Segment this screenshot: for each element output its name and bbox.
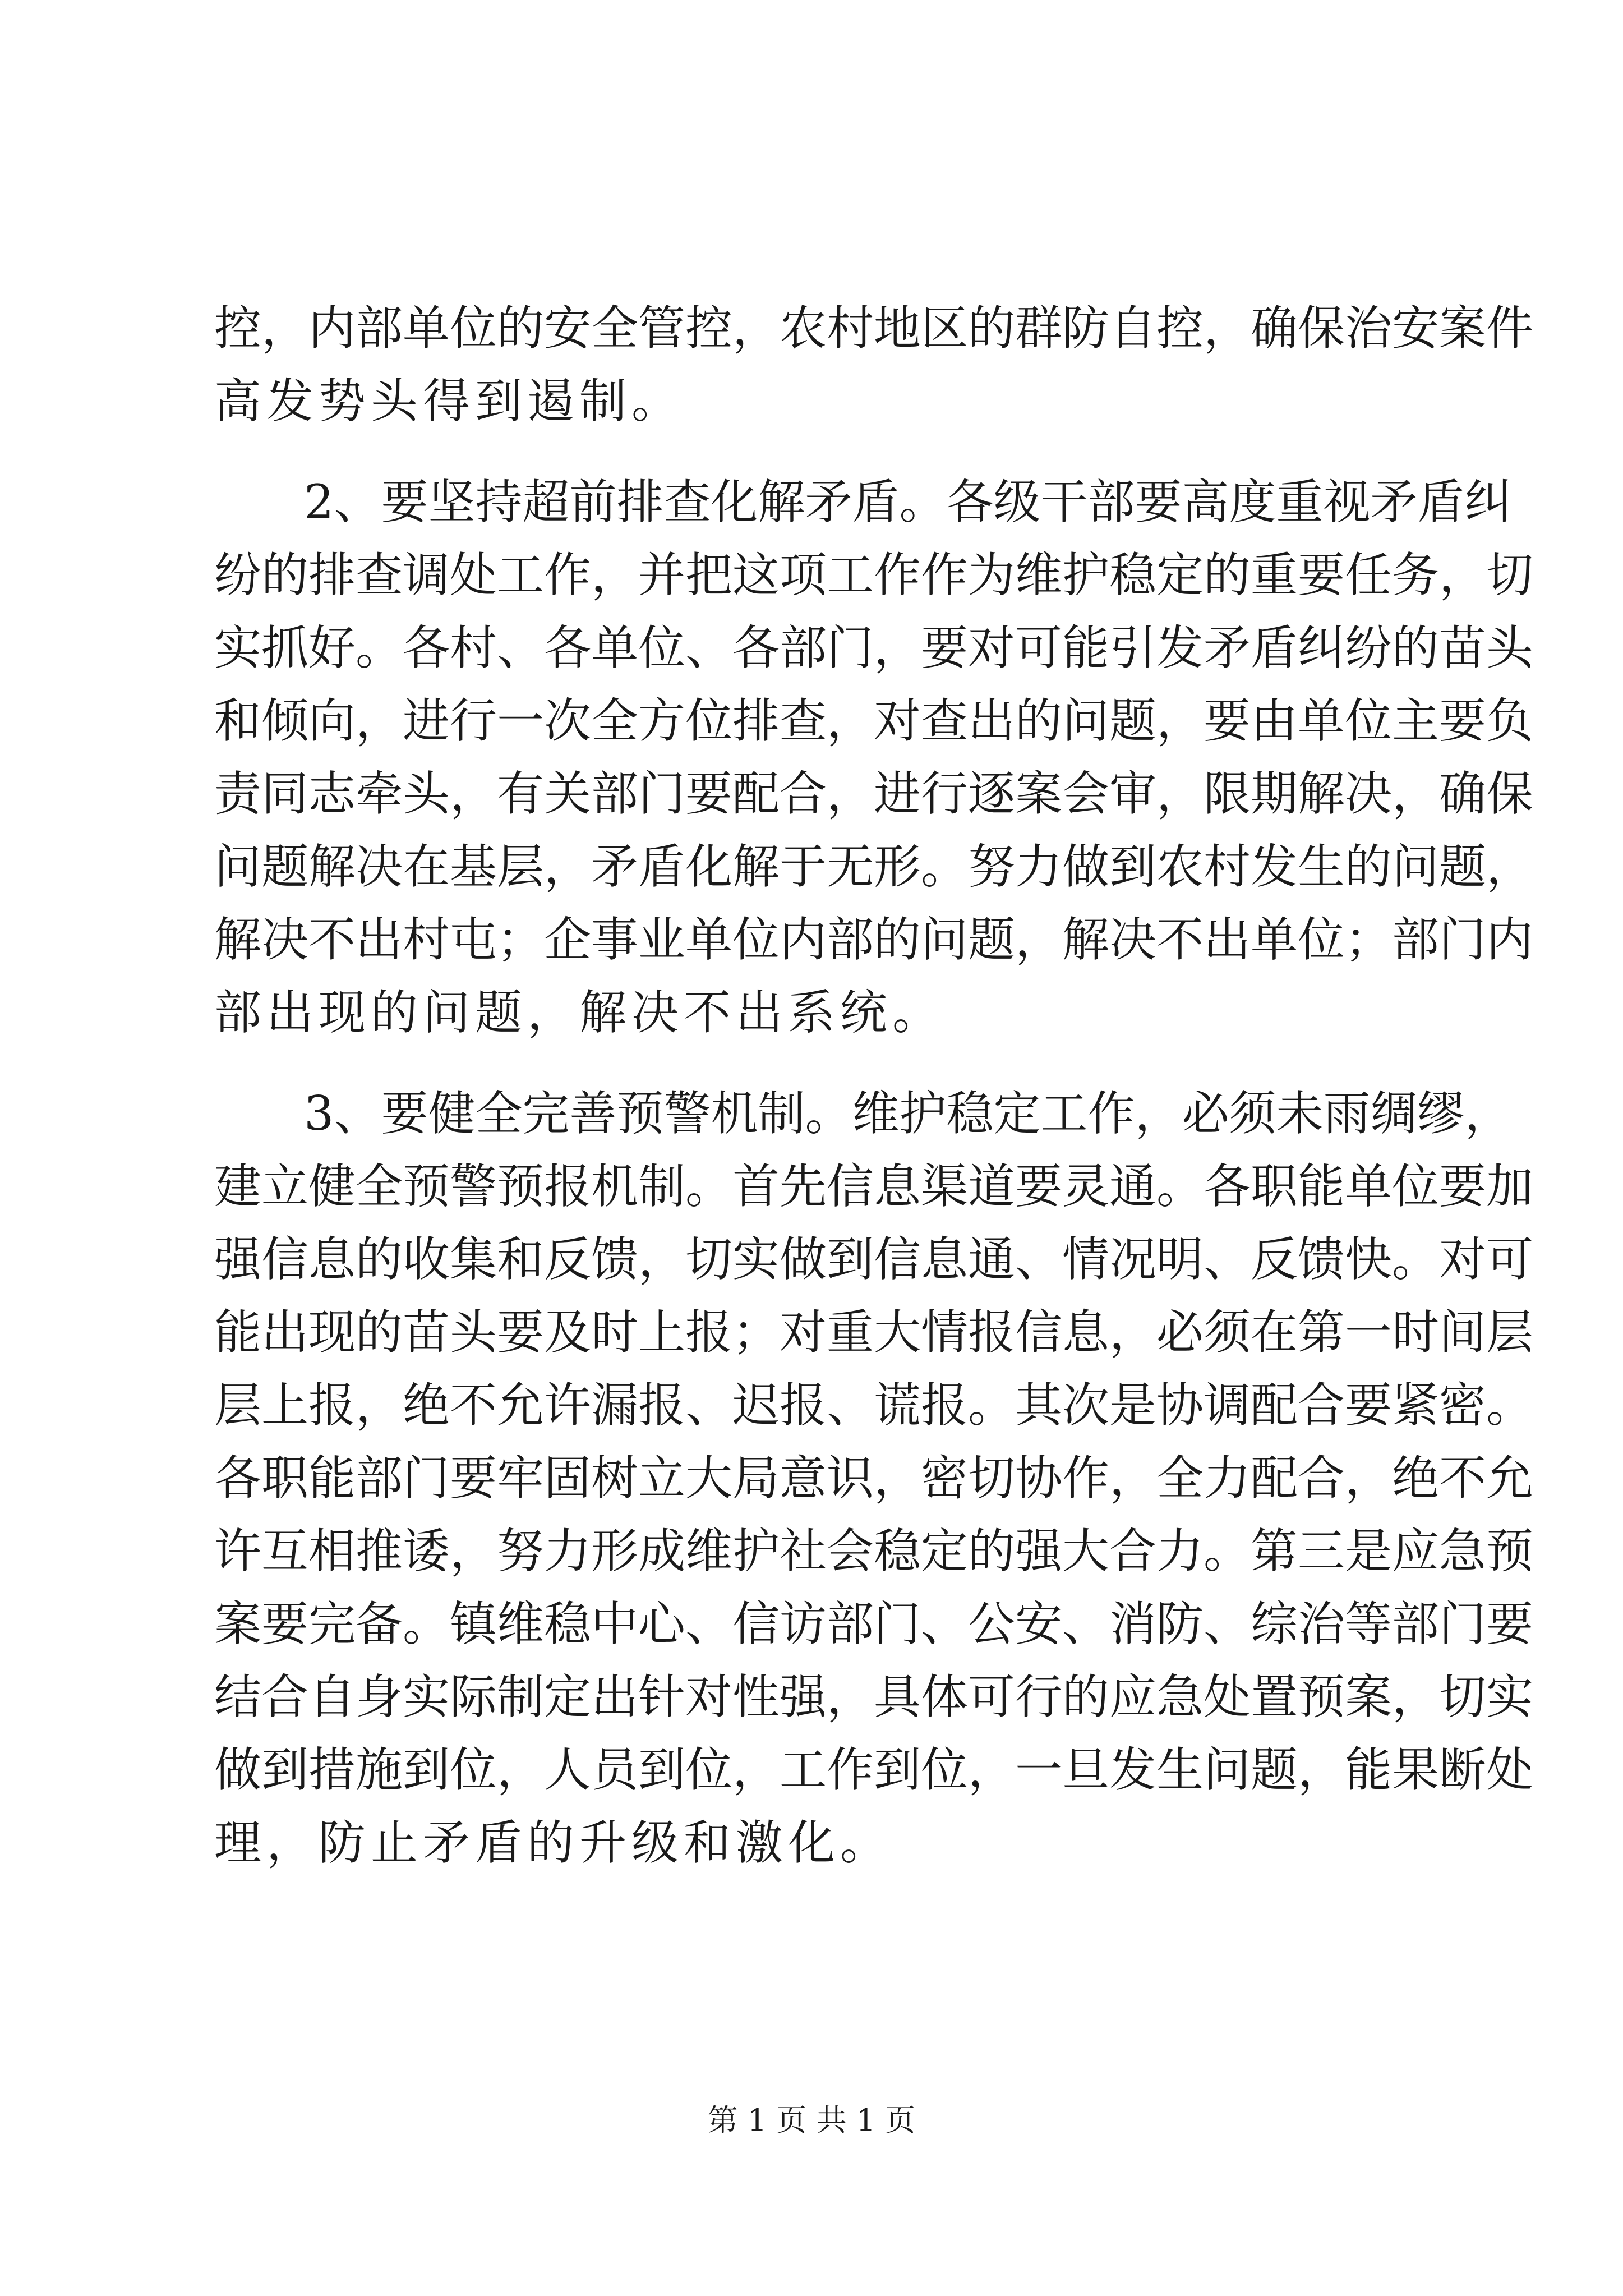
text-line: 控，内部单位的安全管控，农村地区的群防自控，确保治安案件 [214,301,1534,356]
text-line: 各职能部门要牢固树立大局意识，密切协作，全力配合，绝不允 [214,1451,1534,1506]
text-line: 和倾向，进行一次全方位排查，对查出的问题，要由单位主要负 [214,693,1534,748]
text-line: 能出现的苗头要及时上报；对重大情报信息，必须在第一时间层 [214,1305,1534,1360]
paragraph-3-first-line: 3、要健全完善预警机制。维护稳定工作，必须未雨绸缪， [304,1086,1512,1141]
text-line: 建立健全预警预报机制。首先信息渠道要灵通。各职能单位要加 [214,1159,1534,1214]
text-line: 实抓好。各村、各单位、各部门，要对可能引发矛盾纠纷的苗头 [214,620,1534,675]
page-footer: 第 1 页 共 1 页 [707,2102,916,2138]
text-line: 责同志牵头，有关部门要配合，进行逐案会审，限期解决，确保 [214,766,1534,821]
text-line: 结合自身实际制定出针对性强，具体可行的应急处置预案，切实 [214,1669,1534,1724]
text-line: 纷的排查调处工作，并把这项工作作为维护稳定的重要任务，切 [214,547,1534,602]
text-line: 做到措施到位，人员到位，工作到位，一旦发生问题，能果断处 [214,1742,1534,1797]
text-line: 理，防止矛盾的升级和激化。 [214,1815,893,1870]
text-line: 高发势头得到遏制。 [214,374,684,429]
text-line: 问题解决在基层，矛盾化解于无形。努力做到农村发生的问题， [214,839,1534,894]
paragraph-2-first-line: 2、要坚持超前排查化解矛盾。各级干部要高度重视矛盾纠 [304,475,1512,530]
text-line: 层上报，绝不允许漏报、迟报、谎报。其次是协调配合要紧密。 [214,1378,1534,1433]
text-line: 许互相推诿，努力形成维护社会稳定的强大合力。第三是应急预 [214,1524,1534,1579]
text-line: 案要完备。镇维稳中心、信访部门、公安、消防、综治等部门要 [214,1596,1534,1651]
text-line: 强信息的收集和反馈，切实做到信息通、情况明、反馈快。对可 [214,1232,1534,1287]
text-line: 解决不出村屯；企事业单位内部的问题，解决不出单位；部门内 [214,912,1534,967]
text-line: 部出现的问题，解决不出系统。 [214,985,945,1040]
